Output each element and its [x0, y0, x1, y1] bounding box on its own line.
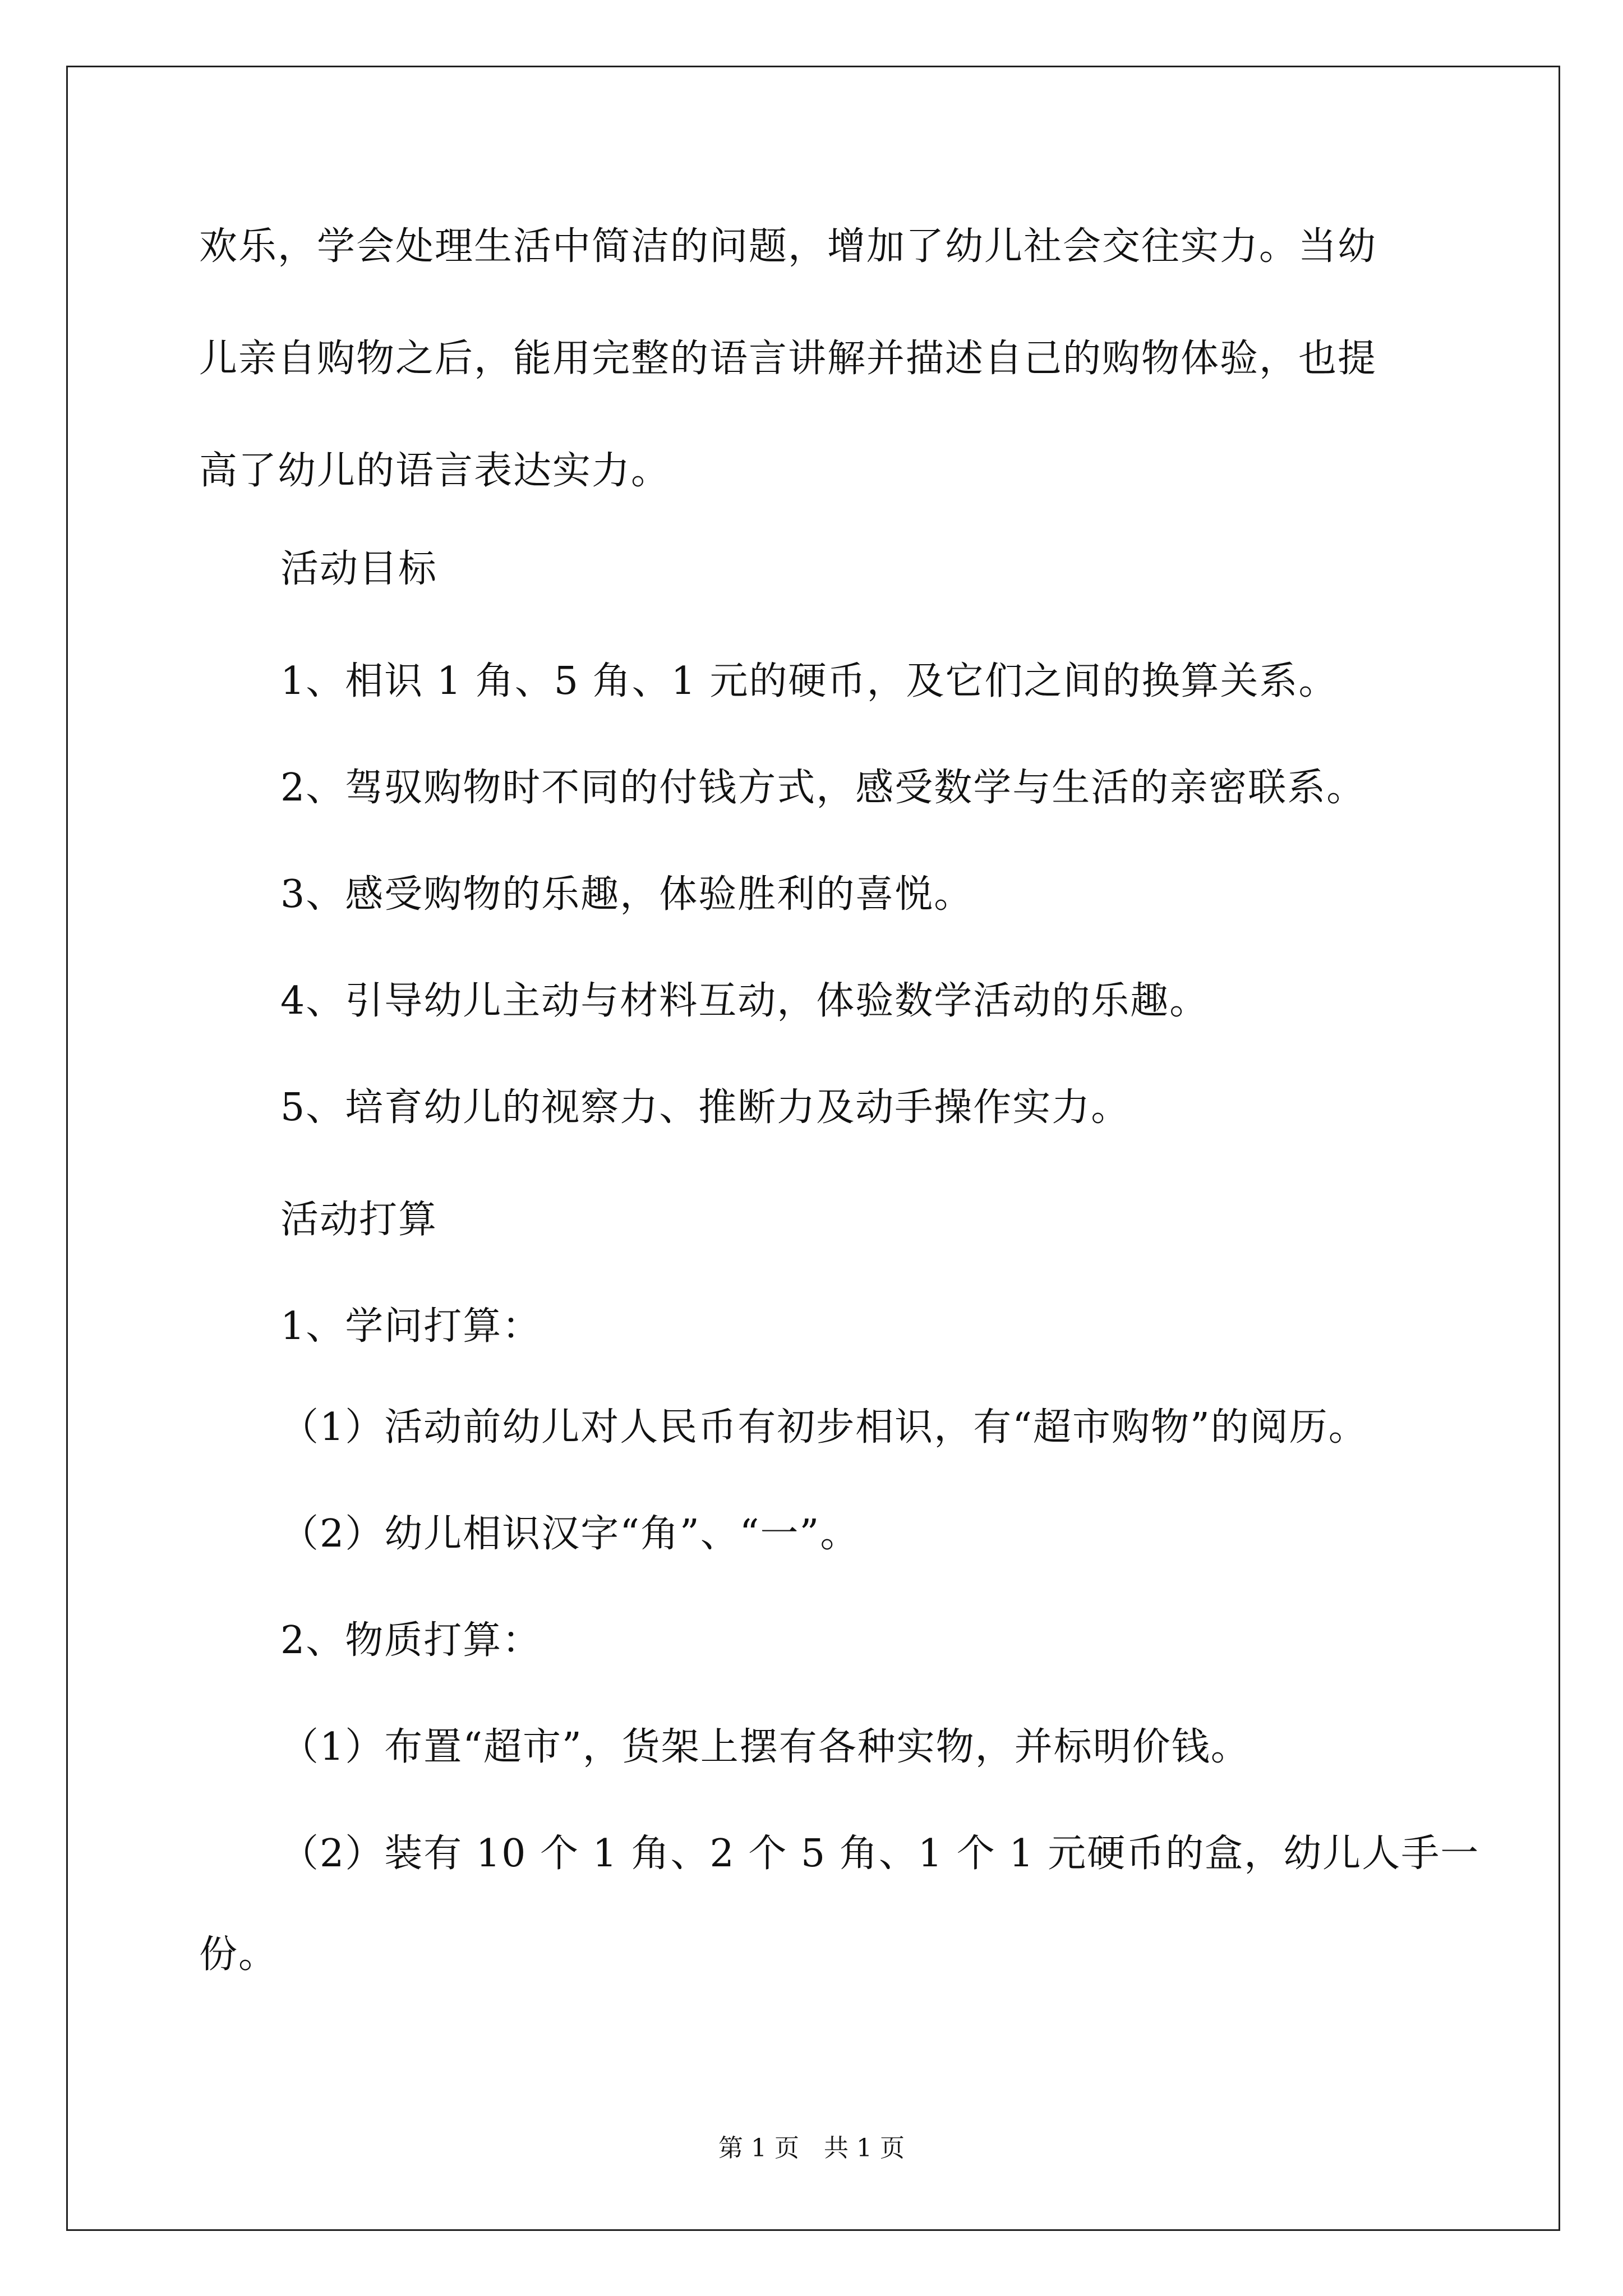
body-text-line: 欢乐，学会处理生活中简洁的问题，增加了幼儿社会交往实力。当幼 [199, 224, 1377, 269]
list-item: 2、物质打算： [280, 1618, 542, 1663]
section-heading: 活动目标 [280, 547, 438, 591]
list-item: 1、学问打算： [280, 1304, 542, 1349]
list-item: 3、感受购物的乐趣，体验胜利的喜悦。 [280, 872, 974, 917]
list-item: （2）装有 10 个 1 角、2 个 5 角、1 个 1 元硬币的盒，幼儿人手一 [280, 1832, 1480, 1876]
list-item: 1、相识 1 角、5 角、1 元的硬币，及它们之间的换算关系。 [280, 659, 1338, 703]
page-number-footer: 第 1 页 共 1 页 [718, 2134, 905, 2162]
list-item: （1）布置“超市”，货架上摆有各种实物，并标明价钱。 [280, 1725, 1250, 1769]
list-item: （2）幼儿相识汉字“角”、“一”。 [280, 1512, 860, 1556]
list-item: 5、培育幼儿的视察力、推断力及动手操作实力。 [280, 1085, 1131, 1130]
page-border [66, 66, 1560, 2231]
list-item: （1）活动前幼儿对人民币有初步相识，有“超市购物”的阅历。 [280, 1405, 1368, 1450]
section-heading: 活动打算 [280, 1198, 438, 1242]
body-text-line: 份。 [199, 1932, 278, 1977]
list-item: 2、驾驭购物时不同的付钱方式，感受数学与生活的亲密联系。 [280, 766, 1366, 810]
body-text-line: 儿亲自购物之后，能用完整的语言讲解并描述自己的购物体验，也提 [199, 337, 1377, 381]
list-item: 4、引导幼儿主动与材料互动，体验数学活动的乐趣。 [280, 979, 1209, 1023]
body-text-line: 高了幼儿的语言表达实力。 [199, 449, 671, 493]
